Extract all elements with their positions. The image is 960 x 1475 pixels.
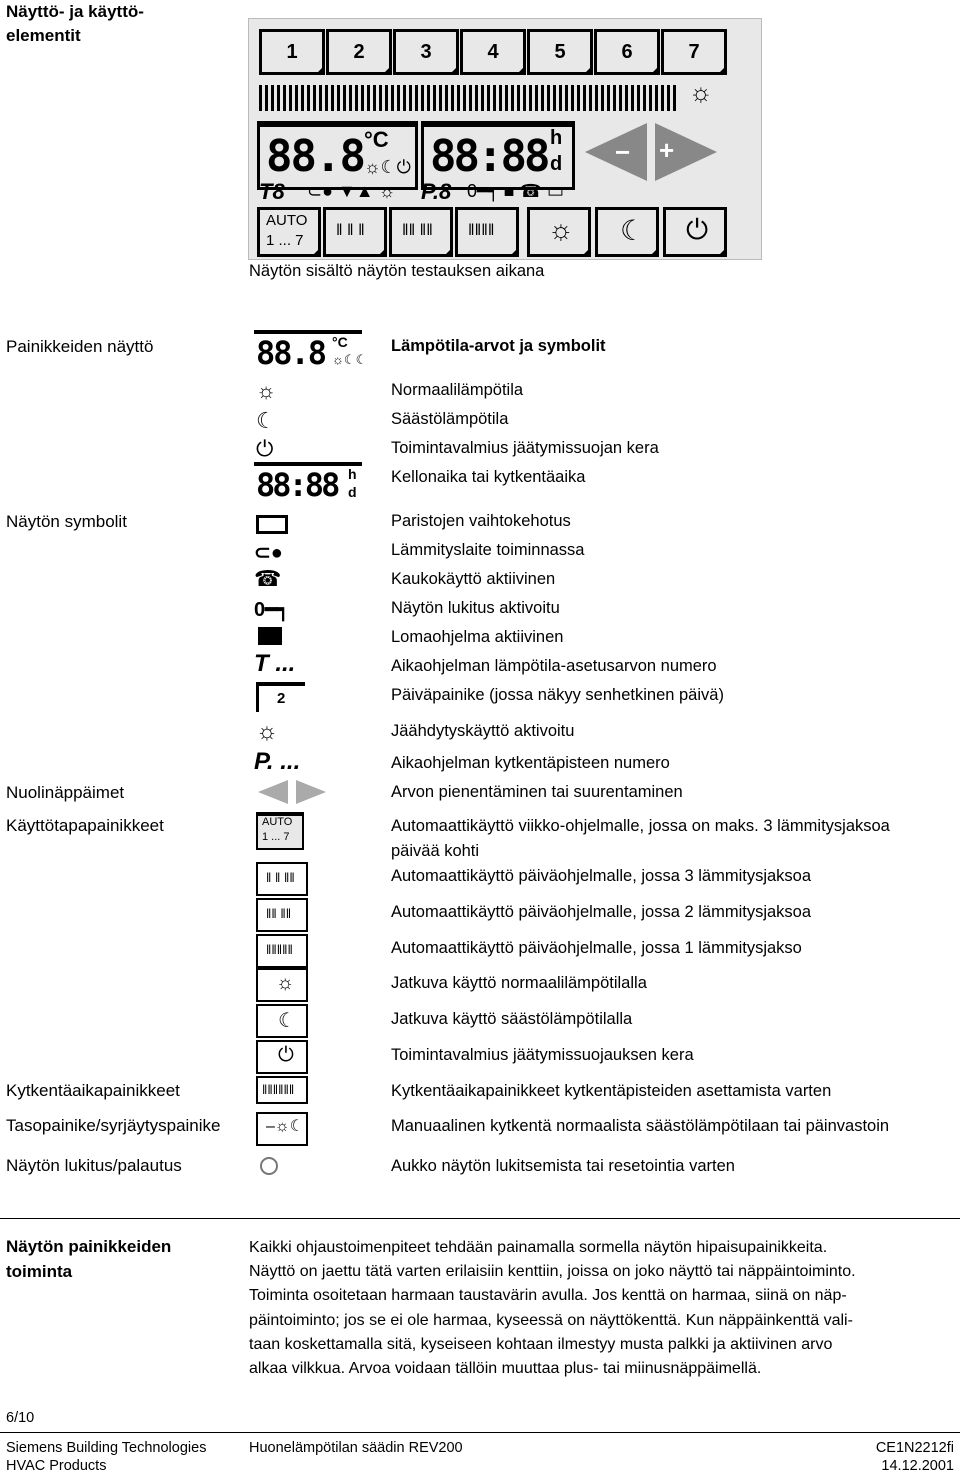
desc-p-number: Aikaohjelman kytkentäpisteen numero [391, 754, 670, 772]
auto-1-period-button[interactable]: ‖‖‖‖ [455, 207, 519, 257]
footer-division: HVAC Products [6, 1458, 107, 1474]
power-icon: ⏻ [686, 214, 709, 245]
auto-range: 1 ... 7 [266, 232, 304, 249]
desc-remote: Kaukokäyttö aktiivinen [391, 570, 556, 588]
desc-hole: Aukko näytön lukitsemista tai resetointia varten [391, 1157, 735, 1175]
sun-icon: ☼ [548, 214, 574, 245]
section-title: Näyttö- ja käyttö- elementit [6, 2, 144, 45]
desc-t-number: Aikaohjelman lämpötila-asetusarvon numero [391, 657, 717, 675]
status-symbols: ⊂● ▼▲ ☼ [307, 181, 396, 201]
time-display-icon: 88:88 h d [254, 462, 362, 506]
page-number: 6/10 [6, 1410, 35, 1426]
label-mode-buttons: Käyttötapapainikkeet [6, 816, 164, 835]
standby-icon: ⏻ [256, 1040, 308, 1074]
t-symbol: T8 [259, 179, 285, 204]
auto-1-period-icon: ‖‖‖‖‖ [256, 934, 308, 968]
label-button-display: Painikkeiden näyttö [6, 337, 154, 356]
desc-manual: Manuaalinen kytkentä normaalista säästölämpötilaan tai päinvastoin [391, 1117, 890, 1135]
desc-battery: Paristojen vaihtokehotus [391, 512, 571, 530]
battery-icon [256, 515, 288, 534]
desc-switch-keys: Kytkentäaikapainikkeet kytkentäpisteiden asettamista varten [391, 1082, 832, 1100]
desc-auto1: Automaattikäyttö päiväohjelmalle, jossa 1 lämmitysjakso [391, 939, 802, 957]
touch-line: Toiminta osoitetaan harmaan taustavärin avulla. Jos kenttä on harmaa, siinä on näp- [249, 1287, 847, 1305]
touch-title: Näytön painikkeiden toiminta [6, 1237, 172, 1281]
desc-auto2: Automaattikäyttö päiväohjelmalle, jossa 2 lämmitysjaksoa [391, 903, 812, 921]
touch-line: päintoiminto; jos se ei ole harmaa, kyseessä on näyttökenttä. Kun näppäinkenttä vali- [249, 1311, 853, 1329]
day-key-4[interactable]: 4 [460, 29, 526, 75]
desc-holiday: Lomaohjelma aktiivinen [391, 628, 564, 646]
override-icon: –☼☾ [256, 1112, 308, 1146]
time-program-bars [259, 85, 679, 111]
t-label: T [259, 179, 273, 204]
time-readout: 88:88 [430, 131, 548, 182]
desc-auto3: Automaattikäyttö päiväohjelmalle, jossa 3 lämmitysjaksoa [391, 867, 812, 885]
day-key-2[interactable]: 2 [326, 29, 392, 75]
label-display-symbols: Näytön symbolit [6, 512, 127, 531]
day-unit: d [550, 153, 563, 175]
auto-2-periods-button[interactable]: ‖‖ ‖‖ [389, 207, 453, 257]
temp-display-icon: 88.8 °C ☼☾☾ [254, 330, 362, 374]
heater-icon: ⊂● [254, 542, 283, 564]
auto-icon-label: AUTO [262, 816, 293, 828]
day-number: 2 [277, 690, 286, 707]
reset-hole-icon [260, 1157, 278, 1175]
desc-auto7-a: Automaattikäyttö viikko-ohjelmalle, jossa on maks. 3 lämmitysjaksoa [391, 817, 890, 835]
plus-label: + [659, 135, 675, 165]
phone-icon: ☎ [254, 566, 282, 591]
day-key-7[interactable]: 7 [661, 29, 727, 75]
mode-icons: ☼☾⏻ [364, 157, 411, 177]
label-override-button: Tasopainike/syrjäytyspainike [6, 1116, 221, 1135]
t-number-icon: T ... [254, 650, 296, 677]
sun-moon-toggle-icon[interactable]: ☼ [689, 77, 713, 107]
footer-product: Huonelämpötilan säädin REV200 [249, 1440, 463, 1456]
desc-temp-values: Lämpötila-arvot ja symbolit [391, 337, 606, 355]
standby-button[interactable] [663, 207, 727, 257]
touch-line: taan koskettamalla sitä, kyseiseen kohtaan ilmestyy musta palkki ja aktiivinen arvo [249, 1335, 833, 1353]
continuous-normal-icon: ☼ [256, 968, 308, 1002]
footer-divider [0, 1432, 960, 1433]
desc-standby2: Toimintavalmius jäätymissuojauksen kera [391, 1046, 694, 1064]
label-lock-reset: Näytön lukitus/palautus [6, 1156, 182, 1175]
power-icon: ⏻ [256, 436, 274, 461]
desc-auto7-b: päivää kohti [391, 842, 480, 860]
auto-label: AUTO [266, 212, 308, 229]
day-key-5[interactable]: 5 [527, 29, 593, 75]
desc-heater: Lämmityslaite toiminnassa [391, 541, 585, 559]
touch-line: Näyttö on jaettu tätä varten erilaisiin kenttiin, joissa on joko näyttö tai näppäintoiminto. [249, 1263, 856, 1281]
continuous-saving-button[interactable] [595, 207, 659, 257]
label-switch-time-buttons: Kytkentäaikapainikkeet [6, 1081, 180, 1100]
p-number-icon: P. ... [254, 748, 301, 775]
desc-standby: Toimintavalmius jäätymissuojan kera [391, 439, 659, 457]
lcd-caption: Näytön sisältö näytön testauksen aikana [249, 262, 545, 280]
p-symbol: P.8 [421, 179, 452, 204]
day-key-3[interactable]: 3 [393, 29, 459, 75]
auto-icon-range: 1 ... 7 [262, 831, 290, 843]
celsius-unit: °C [364, 127, 389, 152]
desc-normal: Normaalilämpötila [391, 381, 524, 399]
desc-day-button: Päiväpainike (jossa näkyy senhetkinen päivä) [391, 686, 724, 704]
key-icon: 0━┑ [254, 599, 290, 621]
desc-arrows: Arvon pienentäminen tai suurentaminen [391, 783, 683, 801]
auto-3-periods-icon: ‖ ‖ ‖‖ [256, 862, 308, 896]
p-label: P. [421, 179, 439, 204]
day-button-icon [256, 682, 305, 712]
auto-week-icon [256, 812, 304, 850]
desc-lock: Näytön lukitus aktivoitu [391, 599, 560, 617]
label-arrow-keys: Nuolinäppäimet [6, 783, 125, 802]
touch-line: Kaikki ohjaustoimenpiteet tehdään painamalla sormella näytön hipaisupainikkeita. [249, 1239, 828, 1256]
moon-icon: ☾ [620, 215, 646, 246]
cooling-icon: ☼ [256, 718, 278, 745]
minus-arrow-icon [258, 780, 288, 804]
continuous-saving-icon: ☾ [256, 1004, 308, 1038]
switch-time-icon: ‖‖‖‖‖‖ [256, 1076, 308, 1104]
desc-cooling: Jäähdytyskäyttö aktivoitu [391, 722, 575, 740]
footer-doc-id: CE1N2212fi [875, 1440, 954, 1456]
auto-week-button[interactable] [257, 207, 321, 257]
desc-cont-saving: Jatkuva käyttö säästölämpötilalla [391, 1010, 633, 1028]
footer-date: 14.12.2001 [881, 1458, 954, 1474]
touch-body [249, 1236, 856, 1381]
moon-icon: ☾ [256, 408, 276, 433]
briefcase-icon [258, 627, 282, 645]
day-key-1[interactable]: 1 [259, 29, 325, 75]
sun-icon: ☼ [256, 378, 277, 403]
desc-saving: Säästölämpötila [391, 410, 509, 428]
auto-2-periods-icon: ‖‖ ‖‖ [256, 898, 308, 932]
continuous-normal-button[interactable] [527, 207, 591, 257]
footer-company: Siemens Building Technologies [6, 1440, 207, 1456]
section-divider [0, 1218, 960, 1219]
temperature-readout: 88.8 [266, 131, 364, 182]
desc-clock: Kellonaika tai kytkentäaika [391, 468, 586, 486]
plus-arrow-icon [296, 780, 326, 804]
touch-line: alkaa vilkkua. Arvoa voidaan tällöin muuttaa plus- tai miinusnäppäimellä. [249, 1360, 762, 1378]
lcd-test-display [248, 18, 762, 260]
desc-cont-normal: Jatkuva käyttö normaalilämpötilalla [391, 974, 647, 992]
lock-remote-battery-icons: 0━┑ ■ ☎ ▭ [467, 181, 564, 201]
auto-3-periods-button[interactable]: ‖ ‖ ‖ [323, 207, 387, 257]
day-key-6[interactable]: 6 [594, 29, 660, 75]
hour-unit: h [550, 127, 563, 149]
minus-label: − [615, 137, 631, 167]
